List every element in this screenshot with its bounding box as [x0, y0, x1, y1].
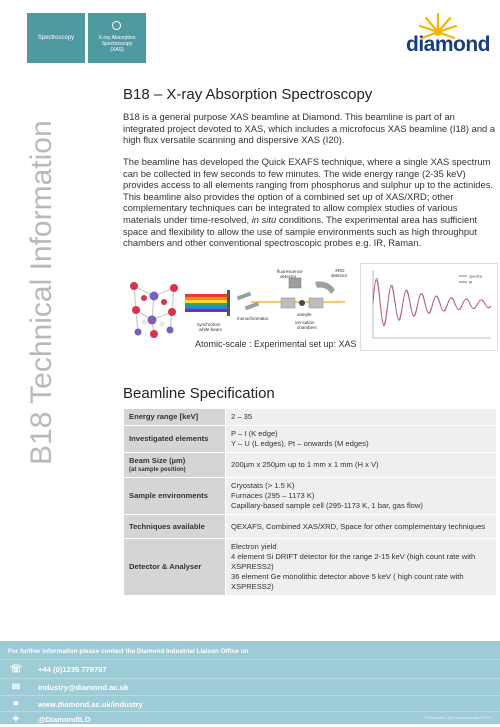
- spec-value: [226, 426, 497, 453]
- in-situ-text: in situ: [251, 213, 277, 225]
- spectroscopy-tile: [27, 13, 85, 63]
- logo-text: diamond: [406, 33, 490, 56]
- spec-value-line: 200µm x 250µm up to 1 mm x 1 mm (H x V): [231, 460, 379, 469]
- label-fluorescence: fluorescence: [277, 269, 303, 274]
- footer-web-row: [8, 696, 143, 712]
- spec-label-text: Detector & Analyser: [129, 562, 202, 571]
- technique-paragraph: [123, 156, 497, 249]
- email-icon: ✉: [11, 681, 21, 693]
- xas-tile-line-1: X-ray Absorption: [98, 35, 136, 41]
- spec-value-line: Electron yield: [231, 542, 277, 551]
- spec-value-line: Capillary-based sample cell (295-1173 K, 1 bar, gas flow): [231, 501, 423, 510]
- footer-email-row: [8, 679, 129, 695]
- label-xrd: XRD: [335, 268, 345, 273]
- series-fit: [373, 280, 491, 325]
- link-icon: ⚭: [11, 698, 21, 710]
- label-monochromator: monochromator: [237, 316, 269, 321]
- spec-value-line: Cryostats (> 1.5 K): [231, 481, 295, 490]
- section-title-xas: B18 – X-ray Absorption Spectroscopy: [123, 86, 373, 103]
- footer-twitter[interactable]: @DiamondILO: [38, 714, 91, 724]
- footer-phone-row: [8, 661, 107, 677]
- spec-row: [124, 539, 497, 596]
- technique-paragraph-part-1: The beamline has developed the Quick EXAFS technique, where a single XAS spectrum can be collected in few seconds to few minutes. The wide energy range (2-35 keV) provides access to all elements ranging from phosphorus and sulphur up to the actinides. This beamline also provides the option of a combined set up of XAS/XRD; other complementary techniques can be integrated to allow complex studies of various materials under time-resolved,: [123, 156, 494, 225]
- label-fluorescence-detector: detector: [280, 274, 297, 279]
- spec-row: [124, 515, 497, 539]
- label-sample: sample: [297, 312, 312, 317]
- spec-row: [124, 453, 497, 478]
- atom-icon: [112, 21, 121, 30]
- footer-phone: +44 (0)1235 778797: [38, 664, 107, 674]
- spectroscopy-tile-label: Spectroscopy: [37, 35, 75, 41]
- exafs-spectrum-plot: [360, 263, 498, 351]
- label-chambers: chambers: [297, 325, 317, 330]
- spec-value-line: 2 – 35: [231, 412, 253, 421]
- spec-value-line: QEXAFS, Combined XAS/XRD, Space for other complementary techniques: [231, 521, 486, 531]
- intro-paragraph: B18 is a general purpose XAS beamline at Diamond. This beamline is part of an integrated project devoted to XAS, which includes a microfocus XAS beamline (I18) and a high flux versatile scanning and dispersive XAS (I20).: [123, 111, 496, 146]
- spec-label: [124, 426, 226, 453]
- footer-twitter-row: [8, 711, 91, 727]
- spec-label-text: Energy range [keV]: [129, 412, 199, 421]
- xas-tile-line-2: Spectroscopy: [101, 41, 133, 47]
- white-beam: [185, 294, 227, 312]
- spec-value-line: Furnaces (295 – 1173 K): [231, 491, 315, 500]
- spec-sublabel: (at sample position): [129, 467, 186, 473]
- spec-label-text: Sample environments: [129, 491, 208, 500]
- spec-label-text: Investigated elements: [129, 434, 209, 443]
- spec-value: [226, 453, 497, 478]
- spec-table: [123, 408, 497, 596]
- footer-web[interactable]: www.diamond.ac.uk/industry: [38, 699, 143, 709]
- spec-value-line: 36 element Ge monolithic detector above 5 keV ( high count rate with XSPRESS2): [231, 572, 464, 591]
- spec-value-line: 4 element Si DRIFT detector for the range 2-15 keV (high count rate with XSPRESS2): [231, 552, 476, 571]
- twitter-icon: ✦: [11, 713, 21, 725]
- spec-value-line: P – I (K edge): [231, 429, 278, 438]
- spec-label: [124, 515, 226, 539]
- xas-tile: [88, 13, 146, 63]
- legend-fit: fit: [469, 279, 473, 285]
- spec-label-text: Beam Size (µm): [129, 456, 186, 465]
- contact-footer: [0, 641, 500, 724]
- experimental-setup-diagram: [185, 268, 355, 342]
- spec-label: [124, 478, 226, 515]
- copyright: © Diamond Light Source Limited 2017: [424, 715, 492, 720]
- phone-icon: ☏: [9, 663, 23, 675]
- label-synchrotron: synchrotron: [197, 322, 221, 327]
- atomic-structure-image: [124, 276, 182, 338]
- spec-row: [124, 426, 497, 453]
- xas-tile-line-3: (XAS): [110, 47, 124, 53]
- spec-label: [124, 409, 226, 426]
- side-title: B18 Technical Information: [25, 120, 58, 465]
- series-spectra: [373, 278, 491, 326]
- label-ion-chambers: ion-sation: [295, 320, 315, 325]
- spec-value: [226, 539, 497, 596]
- spec-value: [226, 478, 497, 515]
- spec-row: [124, 409, 497, 426]
- spec-label: [124, 539, 226, 596]
- diamond-logo: [380, 12, 490, 54]
- spec-row: [124, 478, 497, 515]
- legend-spectra: spectra: [469, 273, 483, 279]
- spec-value: [226, 515, 497, 539]
- footer-email[interactable]: industry@diamond.ac.uk: [38, 682, 129, 692]
- technique-paragraph-part-2: conditions. The experimental area has sufficient space and flexibility to allow the use of sample environments such as high throughput chambers and other conventional spectroscopic probes e.g. IR, Raman.: [123, 213, 478, 249]
- label-xrd-detector: detector: [331, 273, 348, 278]
- footer-heading: For further information please contact the Diamond Industrial Liaison Office on: [8, 648, 249, 655]
- monochromator: [237, 292, 260, 311]
- figure-caption: Atomic-scale : Experimental set up: XAS: [195, 339, 357, 349]
- spec-value-line: Y – U (L edges), Pt – onwards (M edges): [231, 439, 369, 448]
- footer-divider: [0, 659, 500, 660]
- spec-value: [226, 409, 497, 426]
- spec-label: [124, 453, 226, 478]
- spec-label-text: Techniques available: [129, 521, 205, 531]
- section-title-spec: Beamline Specification: [123, 385, 275, 402]
- label-white-beam: white beam: [199, 327, 223, 332]
